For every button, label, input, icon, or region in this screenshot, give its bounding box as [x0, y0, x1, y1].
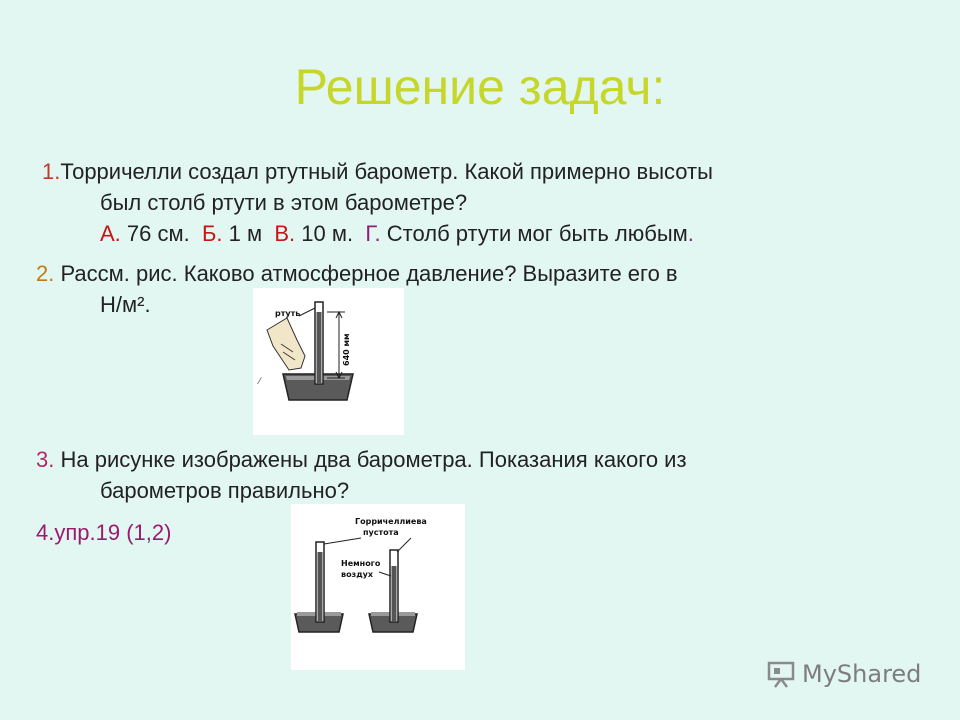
- watermark: [766, 656, 921, 692]
- air-label-line2: воздух: [341, 570, 374, 579]
- mercury-pointer-line: [299, 308, 315, 316]
- option-b-text: 1 м: [222, 221, 275, 246]
- question-3-text-line1: На рисунке изображены два барометра. Показания какого из: [54, 447, 687, 472]
- option-a-letter: А.: [100, 221, 121, 246]
- barometer-figure-1: [253, 288, 404, 435]
- question-1-text-line1: Торричелли создал ртутный барометр. Какой примерно высоты: [60, 159, 713, 184]
- barometer-figure-2: [291, 504, 465, 670]
- hand-drawing: [267, 318, 305, 370]
- question-3-number: 3.: [36, 447, 55, 472]
- question-3: [36, 444, 916, 506]
- air-pointer: [379, 572, 391, 576]
- slide-title: Решение задач:: [294, 59, 666, 115]
- question-4-text: упр.19 (1,2): [54, 520, 172, 545]
- option-b-letter: Б.: [201, 221, 223, 246]
- mercury-column: [317, 312, 322, 384]
- watermark-text: MyShared: [802, 660, 922, 688]
- vacuum-pointer-left: [324, 538, 361, 544]
- option-c-letter: В.: [274, 221, 296, 246]
- vacuum-label-line2: пустота: [363, 528, 399, 537]
- vacuum-label-line1: Горричеллиева: [355, 517, 427, 526]
- question-1-text-line2: был столб ртути в этом барометре?: [100, 190, 468, 215]
- question-2-text-line1: Рассм. рис. Каково атмосферное давление? Выразите его в: [54, 261, 678, 286]
- option-end-period: .: [687, 221, 694, 246]
- barometer-figure-1-drawing: [253, 288, 404, 435]
- vacuum-pointer-right: [397, 538, 411, 552]
- mercury-label: ртуть: [275, 309, 301, 318]
- question-4: [36, 517, 171, 548]
- question-3-text-line2: барометров правильно?: [100, 478, 350, 503]
- height-label: 640 мм: [342, 333, 351, 366]
- option-d-letter: Г.: [365, 221, 381, 246]
- question-2-text-line2: Н/м².: [100, 292, 151, 317]
- stray-mark: ⁄: [259, 376, 261, 386]
- option-a-text: 76 см.: [120, 221, 202, 246]
- question-2: [36, 258, 916, 320]
- option-c-text: 10 м.: [295, 221, 366, 246]
- question-2-number: 2.: [36, 261, 55, 286]
- left-mercury-column: [318, 552, 323, 622]
- question-1-number: 1.: [42, 159, 61, 184]
- question-1: [42, 156, 922, 249]
- question-4-number: 4.: [36, 520, 55, 545]
- air-label-line1: Немного: [341, 559, 381, 568]
- right-mercury-column: [392, 566, 397, 622]
- barometer-figure-2-drawing: [291, 504, 465, 670]
- question-1-options: [42, 218, 922, 249]
- option-d-text: Столб ртути мог быть любым: [380, 221, 688, 246]
- presentation-icon: [766, 659, 796, 689]
